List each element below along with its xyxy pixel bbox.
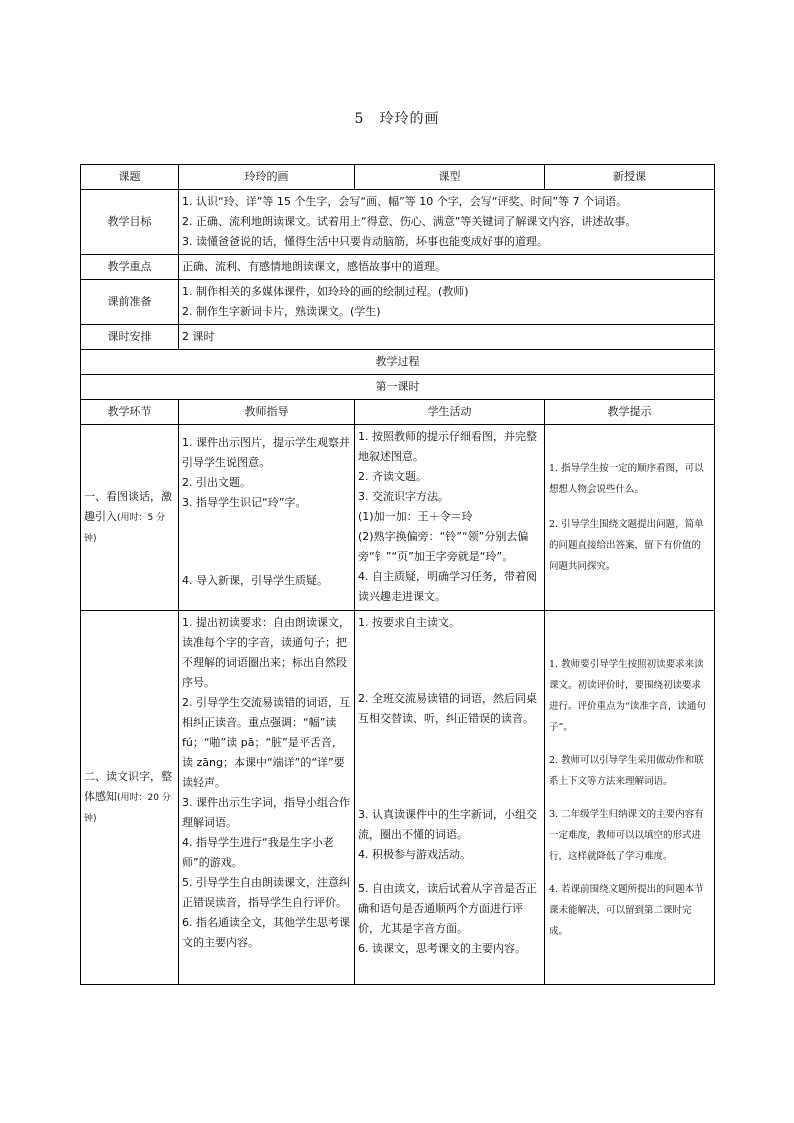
teaching-tips-cell [545, 425, 715, 611]
goal-item: 3. 读懂爸爸说的话，懂得生活中只要肯动脑筋，坏事也能变成好事的道理。 [182, 235, 548, 248]
student-item: 3. 交流识字方法。 [358, 490, 449, 503]
teacher-item: 6. 指名通读全文，其他学生思考课文的主要内容。 [182, 916, 350, 949]
teacher-item: 1. 提出初读要求：自由朗读课文，读准每个字的字音，读通句子；把不理解的词语圈出来；标出自然段序号。 [182, 616, 350, 689]
student-item: 4. 自主质疑，明确学习任务，带着阅读兴趣走进课文。 [358, 570, 537, 603]
stage-name-cell [81, 425, 179, 611]
tip-item: 2. 教师可以引导学生采用做动作和联系上下文等方法来理解词语。 [549, 754, 704, 787]
teacher-item: 2. 引出文题。 [182, 476, 251, 489]
student-item: (2)熟字换偏旁：“铃”“领”分别去偏旁“钅”“页”加王字旁就是“玲”。 [358, 530, 529, 563]
process-title: 教学过程 [81, 350, 715, 375]
teacher-guidance-cell [179, 425, 355, 611]
column-header-row [81, 400, 715, 425]
stage-name: 一、看图谈话，激趣引入 [84, 489, 172, 523]
teacher-item: 2. 引导学生交流易读错的词语，互相纠正读音。重点强调：“幅”读 fú；“啪”读 pā；“脏”是平舌音，读 zāng；本课中“端详”的“详”要读轻声。 [182, 696, 350, 789]
prep-content [179, 280, 715, 325]
teacher-item: 4. 指导学生进行“我是生字小老师”的游戏。 [182, 836, 334, 869]
topic-label: 课题 [81, 165, 179, 190]
key-point-value: 正确、流利、有感情地朗读课文，感悟故事中的道理。 [179, 255, 715, 280]
goals-row [81, 190, 715, 255]
goal-item: 2. 正确、流利地朗读课文。试着用上“得意、伤心、满意”等关键词了解课文内容，讲述故事。 [182, 215, 637, 228]
lesson-title-row [81, 375, 715, 400]
student-activity-cell [355, 611, 545, 985]
teacher-item: 1. 课件出示图片，提示学生观察并引导学生说图意。 [182, 436, 350, 469]
process-title-row [81, 350, 715, 375]
column-header: 教学提示 [545, 400, 715, 425]
stage-name: 二、读文识字，整体感知 [84, 769, 172, 803]
teacher-item: 3. 指导学生识记“玲”字。 [182, 496, 307, 509]
stage-row [81, 611, 715, 985]
student-item: 2. 齐读文题。 [358, 470, 427, 483]
teacher-item: 3. 课件出示生字词，指导小组合作理解词语。 [182, 796, 350, 829]
tip-item: 3. 二年级学生归纳课文的主要内容有一定难度，教师可以以填空的形式进行，这样就降低了学习难度。 [549, 808, 704, 862]
lesson-plan-table [80, 164, 715, 985]
tip-item: 2. 引导学生围绕文题提出问题，简单的问题直接给出答案，留下有价值的问题共同探究。 [549, 519, 704, 572]
goals-content [179, 190, 715, 255]
teacher-item: 4. 导入新课，引导学生质疑。 [182, 574, 328, 587]
header-row [81, 165, 715, 190]
stage-name-cell [81, 611, 179, 985]
column-header: 教学环节 [81, 400, 179, 425]
schedule-value: 2 课时 [179, 325, 715, 350]
student-item: 6. 读课文，思考课文的主要内容。 [358, 942, 526, 955]
prep-label: 课前准备 [81, 280, 179, 325]
key-point-row [81, 255, 715, 280]
teacher-guidance-cell [179, 611, 355, 985]
teaching-tips-cell [545, 611, 715, 985]
student-item: 1. 按照教师的提示仔细看图，并完整地叙述图意。 [358, 430, 537, 463]
prep-item: 2. 制作生字新词卡片，熟读课文。(学生) [182, 305, 381, 318]
goal-item: 1. 认识“玲、详”等 15 个生字，会写“画、幅”等 10 个字，会写“评奖、时间”等 7 个词语。 [182, 195, 628, 208]
prep-item: 1. 制作相关的多媒体课件，如玲玲的画的绘制过程。(教师) [182, 285, 469, 298]
student-item: 2. 全班交流易读错的词语，然后同桌互相交替读、听，纠正错误的读音。 [358, 692, 537, 725]
teacher-item: 5. 引导学生自由朗读课文，注意纠正错误读音，指导学生自行评价。 [182, 876, 350, 909]
student-item: 5. 自由读文，读后试着从字音是否正确和语句是否通顺两个方面进行评价，尤其是字音方面。 [358, 882, 537, 935]
tip-item: 1. 教师要引导学生按照初读要求来读课文。初读评价时，要围绕初读要求进行。评价重点为“读准字音，读通句子”。 [549, 658, 706, 733]
schedule-row [81, 325, 715, 350]
student-item: 4. 积极参与游戏活动。 [358, 848, 471, 861]
schedule-label: 课时安排 [81, 325, 179, 350]
column-header: 教师指导 [179, 400, 355, 425]
tip-item: 4. 若课前围绕文题所提出的问题本节课未能解决，可以留到第二课时完成。 [549, 883, 704, 937]
stage-time: (用时：5 分钟) [84, 512, 166, 544]
topic-value: 玲玲的画 [179, 165, 355, 190]
column-header: 学生活动 [355, 400, 545, 425]
goals-label: 教学目标 [81, 190, 179, 255]
tip-item: 1. 指导学生按一定的顺序看图，可以想想人物会说些什么。 [549, 463, 704, 495]
key-point-label: 教学重点 [81, 255, 179, 280]
type-label: 课型 [355, 165, 545, 190]
lesson-title: 第一课时 [81, 375, 715, 400]
stage-row [81, 425, 715, 611]
prep-row [81, 280, 715, 325]
type-value: 新授课 [545, 165, 715, 190]
page-title: 5 玲玲的画 [354, 111, 440, 127]
student-item: 1. 按要求自主读文。 [358, 616, 460, 629]
stage-time: (用时：20 分钟) [84, 792, 171, 824]
student-item: 3. 认真读课件中的生字新词，小组交流，圈出不懂的词语。 [358, 808, 537, 841]
student-activity-cell [355, 425, 545, 611]
student-item: (1)加一加：王＋令＝玲 [358, 510, 473, 523]
